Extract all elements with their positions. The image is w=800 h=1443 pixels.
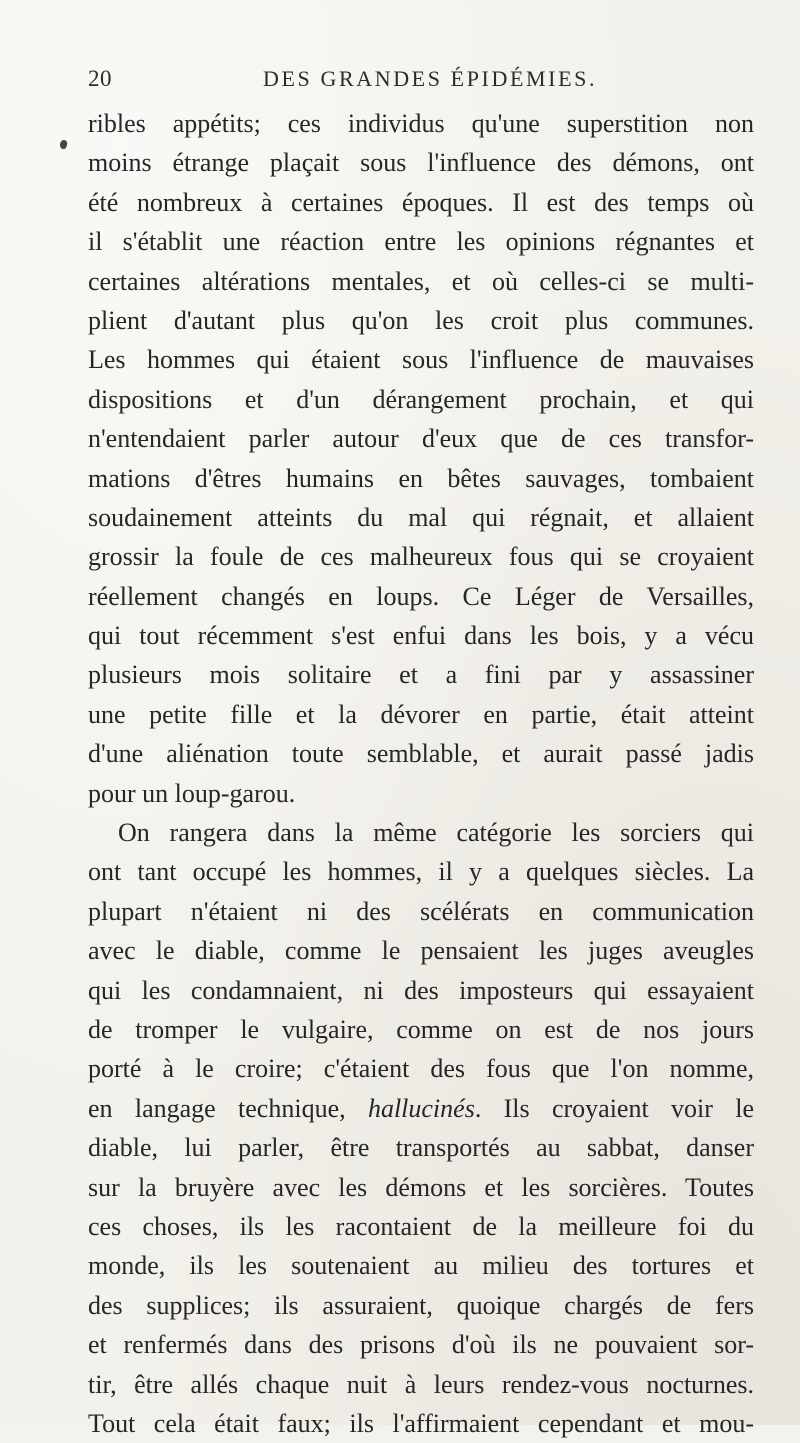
running-head: DES GRANDES ÉPIDÉMIES.	[263, 66, 598, 91]
page-header	[88, 66, 754, 100]
text-line: dispositions et d'un dérangement prochain, et qui	[88, 384, 754, 414]
text-line: tir, être allés chaque nuit à leurs rendez-vous nocturnes.	[88, 1369, 754, 1399]
text-line: plupart n'étaient ni des scélérats en communication	[88, 896, 754, 926]
text-line: il s'établit une réaction entre les opinions régnantes et	[88, 227, 754, 257]
text-line: et renfermés dans des prisons d'où ils ne pouvaient sor-	[88, 1330, 754, 1360]
text-line: réellement changés en loups. Ce Léger de Versailles,	[88, 581, 754, 611]
text-line: qui les condamnaient, ni des imposteurs qui essayaient	[88, 975, 754, 1005]
text-line: grossir la foule de ces malheureux fous qui se croyaient	[88, 542, 754, 572]
text-line: soudainement atteints du mal qui régnait, et allaient	[88, 502, 754, 532]
text-line: sur la bruyère avec les démons et les sorcières. Toutes	[88, 1172, 754, 1202]
text-line: de tromper le vulgaire, comme on est de nos jours	[88, 1014, 754, 1044]
text-line: avec le diable, comme le pensaient les juges aveugles	[88, 936, 754, 966]
text-line-segment: . Ils croyaient voir le	[474, 1093, 754, 1123]
text-line: certaines altérations mentales, et où celles-ci se multi-	[88, 266, 754, 296]
ink-blot-mark	[59, 139, 69, 150]
text-line: Les hommes qui étaient sous l'influence de mauvaises	[88, 345, 754, 375]
text-line: mations d'êtres humains en bêtes sauvages, tombaient	[88, 463, 754, 493]
page-number: 20	[88, 66, 112, 91]
text-line: monde, ils les soutenaient au milieu des tortures et	[88, 1251, 754, 1281]
text-line: n'entendaient parler autour d'eux que de ces transfor-	[88, 424, 754, 454]
text-line: plusieurs mois solitaire et a fini par y assassiner	[88, 660, 754, 690]
text-line: diable, lui parler, être transportés au sabbat, danser	[88, 1133, 754, 1163]
text-line: ont tant occupé les hommes, il y a quelques siècles. La	[88, 857, 754, 887]
text-line: On rangera dans la même catégorie les sorciers qui	[118, 818, 754, 848]
text-line: une petite fille et la dévorer en partie, était atteint	[88, 699, 754, 729]
text-line: été nombreux à certaines époques. Il est des temps où	[88, 187, 754, 217]
text-line: ces choses, ils les racontaient de la meilleure foi du	[88, 1211, 754, 1241]
text-line-segment: en langage technique,	[88, 1093, 368, 1123]
italic-term: hallucinés	[367, 1093, 475, 1123]
text-line: porté à le croire; c'étaient des fous que l'on nomme,	[88, 1054, 754, 1084]
text-line: qui tout récemment s'est enfui dans les bois, y a vécu	[88, 621, 754, 651]
text-line: moins étrange plaçait sous l'influence des démons, ont	[88, 148, 754, 178]
text-line: des supplices; ils assuraient, quoique chargés de fers	[88, 1290, 754, 1320]
text-line: d'une aliénation toute semblable, et aurait passé jadis	[88, 739, 754, 769]
text-line: Tout cela était faux; ils l'affirmaient cependant et mou-	[88, 1408, 754, 1438]
text-line: ribles appétits; ces individus qu'une superstition non	[88, 109, 754, 138]
text-line	[88, 1089, 754, 1128]
text-line: plient d'autant plus qu'on les croit plus communes.	[88, 305, 754, 335]
text-line: pour un loup-garou.	[88, 778, 296, 808]
body-text	[88, 104, 754, 1443]
